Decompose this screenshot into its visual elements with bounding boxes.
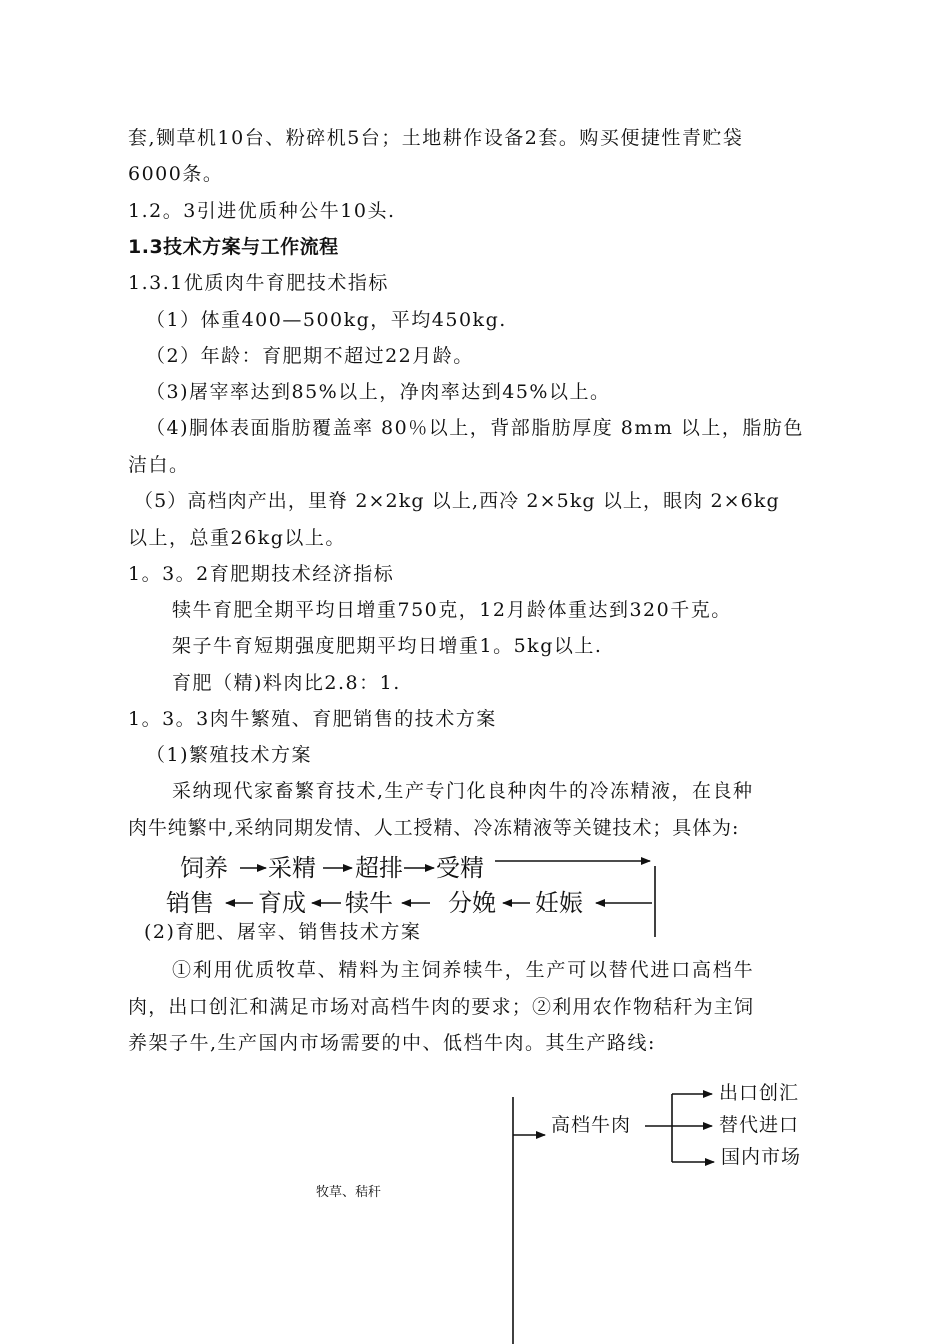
text-line: 养架子牛,生产国内市场需要的中、低档牛肉。其生产路线: xyxy=(128,1032,656,1054)
text-line: 肉牛纯繁中,采纳同期发情、人工授精、冷冻精液等关键技术；具体为: xyxy=(128,817,740,839)
text-line: 洁白。 xyxy=(128,454,190,476)
flow-step-fertilization: 受精 xyxy=(436,854,484,882)
section-heading: 1.3技术方案与工作流程 xyxy=(128,236,339,258)
route-outlet-import-substitute: 替代进口 xyxy=(719,1114,800,1136)
text-line: 犊牛育肥全期平均日增重750克，12月龄体重达到320千克。 xyxy=(172,599,732,621)
text-line: 肉，出口创汇和满足市场对高档牛肉的要求；②利用农作物秸秆为主饲 xyxy=(128,996,755,1018)
text-line: 育肥（精)料肉比2.8：1. xyxy=(172,672,401,694)
route-outlet-export: 出口创汇 xyxy=(719,1082,800,1104)
subsection-heading: 1。3。3肉牛繁殖、育肥销售的技术方案 xyxy=(128,708,497,730)
text-line: ①利用优质牧草、精料为主饲养犊牛，生产可以替代进口高档牛 xyxy=(172,959,755,981)
text-line: 1.2。3引进优质种公牛10头. xyxy=(128,200,396,222)
flow-step-pregnancy: 妊娠 xyxy=(535,889,583,917)
list-item: (2)育肥、屠宰、销售技术方案 xyxy=(144,921,422,943)
text-line: 套,铡草机10台、粉碎机5台；土地耕作设备2套。购买便捷性青贮袋 xyxy=(128,127,744,149)
text-line: 6000条。 xyxy=(128,163,224,185)
subsection-heading: 1。3。2育肥期技术经济指标 xyxy=(128,563,395,585)
list-item: （4)胴体表面脂肪覆盖率 80％以上，背部脂肪厚度 8mm 以上，脂肪色 xyxy=(146,417,804,439)
route-outlet-domestic: 国内市场 xyxy=(721,1146,802,1168)
list-item: （3)屠宰率达到85%以上，净肉率达到45%以上。 xyxy=(146,381,611,403)
list-item: （5）高档肉产出，里脊 2×2kg 以上,西冷 2×5kg 以上，眼肉 2×6kg xyxy=(134,490,780,512)
text-line: 架子牛育短期强度肥期平均日增重1。5kg以上. xyxy=(172,635,603,657)
flow-step-calf: 犊牛 xyxy=(345,889,393,917)
text-line: 以上，总重26kg以上。 xyxy=(128,527,346,549)
flow-step-superovulation: 超排 xyxy=(355,854,403,882)
list-item: （1)繁殖技术方案 xyxy=(146,744,313,766)
route-product: 高档牛肉 xyxy=(551,1114,632,1136)
subsection-heading: 1.3.1优质肉牛育肥技术指标 xyxy=(128,272,389,294)
list-item: （2）年龄：育肥期不超过22月龄。 xyxy=(146,345,474,367)
flow-step-calving: 分娩 xyxy=(448,889,496,917)
flow-step-feeding: 饲养 xyxy=(180,854,228,882)
flow-step-semen-collection: 采精 xyxy=(268,854,316,882)
list-item: （1）体重400—500kg，平均450kg. xyxy=(146,309,507,331)
flow-step-sales: 销售 xyxy=(166,889,214,917)
text-line: 采纳现代家畜繁育技术,生产专门化良种肉牛的冷冻精液，在良种 xyxy=(172,780,754,802)
route-source: 牧草、秸秆 xyxy=(316,1185,382,1200)
flow-step-rearing: 育成 xyxy=(258,889,306,917)
